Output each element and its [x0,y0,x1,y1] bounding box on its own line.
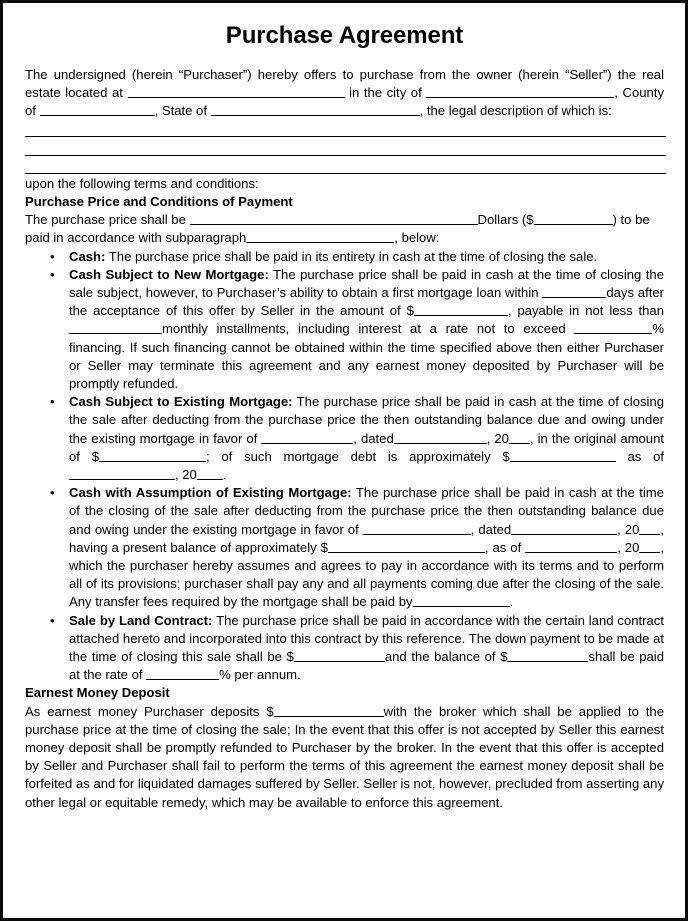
bullet-icon: • [50,394,55,410]
assumption-as-of-year-blank[interactable] [639,541,660,553]
legal-description-line-1[interactable] [25,120,664,138]
list-item-cash-existing-mortgage [25,393,664,484]
section-heading-purchase-price: Purchase Price and Conditions of Payment [25,193,293,209]
intro-text-c: , County of [25,84,664,118]
existing-mortgage-year-blank[interactable] [509,432,530,444]
subparagraph-blank[interactable] [246,231,394,243]
cash-existing-mortgage-text-3: , 20 [486,430,509,446]
bullet-icon: • [50,266,55,282]
legal-description-blank-1[interactable] [25,125,666,137]
earnest-money-text-b: with the broker which shall be applied to the purchase price at the time of closing the sale; In the event that this offer is not accepted by Seller this earnest money deposit shall be promptly refunded to Purchaser by the broker. In the event that this offer is accepted by Seller and Purchaser shall fail to perform the terms of this agreement the earnest money deposit shall be forfeited as and for liquidated damages suffered by Seller. Seller is not, however, precluded from asserting any other legal or equitable remedy, which may be available to enforce this agreement. [25,703,665,810]
legal-description-blank-3[interactable] [25,162,666,174]
cash-new-mortgage-text-4: monthly installments, including interest at a rate not to exceed [162,321,575,337]
purchase-price-text-b: Dollars ($ [477,212,534,228]
land-contract-text-3: shall be paid at the rate of [69,649,664,683]
purchase-price-amount-blank[interactable] [534,213,613,225]
cash-assumption-text-6: , 20 [617,539,640,555]
purchase-price-text-a: The purchase price shall be [25,212,190,228]
list-item-cash-assumption [25,484,664,611]
annum-rate-blank[interactable] [146,668,219,680]
page-title: Purchase Agreement [225,22,464,49]
cash-new-mortgage-text-1: The purchase price shall be paid in cash at the time of closing the sale subject, however, to Purchaser’s ability to obtain a first mortgage loan within [69,266,664,300]
assumption-date-blank[interactable] [511,523,617,535]
original-amount-blank[interactable] [99,450,206,462]
land-contract-text-2: and the balance of $ [384,649,508,665]
land-contract-label: Sale by Land Contract: [69,612,213,628]
cash-assumption-label: Cash with Assumption of Existing Mortgage: [69,485,352,501]
assumption-year-blank[interactable] [639,523,660,535]
purchase-price-lead [25,211,664,247]
bullet-icon: • [50,248,55,264]
legal-description-blank-2[interactable] [25,144,666,156]
cash-assumption-text-5: , as of [484,539,526,555]
cash-new-mortgage-text-3: , payable in not less than [507,303,664,319]
as-of-date-blank[interactable] [69,468,175,480]
existing-mortgagee-blank[interactable] [261,432,353,444]
intro-text-d: , State of [154,103,211,118]
list-item-cash [25,248,664,266]
interest-rate-blank[interactable] [574,322,652,334]
cash-existing-mortgage-text-8: . [222,467,227,483]
cash-assumption-text-2: , dated [470,521,512,537]
cash-existing-mortgage-text-6: as of [615,448,664,464]
purchase-price-words-blank[interactable] [190,213,478,225]
cash-assumption-text-3: , 20 [617,521,640,537]
cash-new-mortgage-text-5: % financing. If such financing cannot be obtained within the time specified above then either Purchaser or Seller may terminate this agreement and any earnest money deposited by Purchaser will be promptly refunded. [69,321,664,391]
balance-blank[interactable] [507,650,588,662]
land-contract-text-4: % per annum. [219,667,301,683]
cash-existing-mortgage-text-4: , in the original amount of $ [69,430,664,464]
assumption-balance-blank[interactable] [328,541,485,553]
cash-label: Cash: [69,248,106,264]
county-blank[interactable] [40,104,155,116]
legal-description-line-2[interactable] [25,138,664,156]
approximate-debt-blank[interactable] [510,450,616,462]
monthly-installments-blank[interactable] [69,322,162,334]
bullet-icon: • [50,612,55,628]
down-payment-blank[interactable] [294,650,385,662]
purchase-price-text-d: , below: [394,230,440,246]
list-item-land-contract [25,612,664,685]
cash-existing-mortgage-text-7: , 20 [175,467,197,483]
mortgage-days-blank[interactable] [542,286,606,298]
assumption-as-of-date-blank[interactable] [525,541,617,553]
cash-existing-mortgage-label: Cash Subject to Existing Mortgage: [69,394,293,410]
cash-assumption-text-1: The purchase price shall be paid in cash at the time of the closing of the sale after deducting from the purchase price the then outstanding balance due and owing under the existing mortgage in favor of [69,485,664,537]
cash-assumption-text-8: . [509,594,514,610]
land-contract-text-1: The purchase price shall be paid in accordance with the certain land contract attached hereto and incorporated into this contract by this reference. The down payment to be made at the time of closing this sale shall be $ [69,612,664,665]
cash-existing-mortgage-text-5: ; of such mortgage debt is approximately $ [205,448,510,464]
earnest-money-text-a: As earnest money Purchaser deposits $ [25,703,274,719]
purchase-price-text-c: ) to be paid in accordance with subparagraph [25,212,650,246]
intro-text-e: , the legal description of which is: [419,103,612,118]
legal-description-line-3[interactable] [25,157,664,175]
payment-options-list [25,248,664,685]
cash-assumption-text-4: , having a present balance of approximately $ [69,521,665,555]
state-blank[interactable] [211,104,420,116]
property-address-blank[interactable] [128,86,345,98]
cash-existing-mortgage-text-2: , dated [353,430,394,446]
assumption-mortgagee-blank[interactable] [363,523,471,535]
earnest-money-amount-blank[interactable] [274,705,384,717]
mortgage-amount-blank[interactable] [414,304,508,316]
cash-assumption-text-7: , which the purchaser hereby assumes and agrees to pay in accordance with its terms and to perform all of its provisions; purchaser shall pay any and all payments coming due after the closing of the sale. Any transfer fees required by the mortgage shall be paid by [69,539,664,610]
intro-paragraph [25,66,664,121]
existing-mortgage-date-blank[interactable] [394,432,487,444]
list-item-cash-new-mortgage [25,266,664,393]
cash-new-mortgage-label: Cash Subject to New Mortgage: [69,266,269,282]
city-blank[interactable] [426,86,614,98]
terms-conditions-lead: upon the following terms and conditions: [25,175,259,191]
bullet-icon: • [50,485,55,501]
section-heading-earnest-money: Earnest Money Deposit [25,685,170,701]
cash-new-mortgage-text-2: days after the acceptance of this offer by Seller in the amount of $ [69,284,665,319]
cash-text: The purchase price shall be paid in its entirety in cash at the time of closing the sale. [105,248,598,264]
earnest-money-paragraph [25,703,664,812]
intro-text-b: in the city of [344,84,427,100]
transfer-fees-payer-blank[interactable] [413,595,510,607]
intro-text-a: The undersigned (herein “Purchaser”) hereby offers to purchase from the owner (herein “Seller”) the real estate located at [25,66,664,100]
cash-existing-mortgage-text-1: The purchase price shall be paid in cash at the time of closing the sale after deducting from the purchase price the then outstanding balance due and owing under the existing mortgage in favor of [69,394,665,446]
as-of-year-blank[interactable] [197,468,223,480]
